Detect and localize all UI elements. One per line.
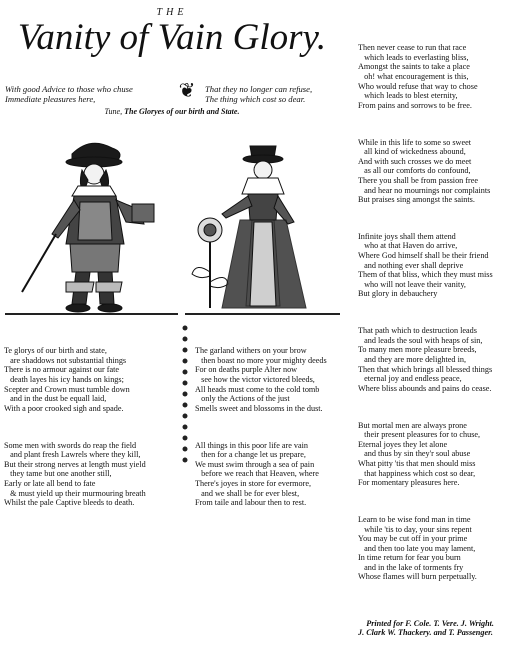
stanza-line: and they are more delighted in,: [358, 355, 466, 364]
stanza-line: and we shall be for ever blest,: [195, 488, 300, 498]
stanza: [358, 232, 518, 299]
stanza-line: But glory in debauchery: [358, 289, 438, 299]
stanza: [4, 346, 180, 413]
stanza-line: that happiness which cost so dear,: [358, 468, 476, 478]
stanza: [358, 326, 518, 393]
stanza-line: while 'tis to day, your sins repent: [358, 524, 472, 534]
stanza-line: From taile and labour then to rest.: [195, 498, 307, 508]
stanza-line: The garland withers on your brow: [195, 346, 307, 356]
stanza-line: and plant fresh Lawrels where they kill,: [4, 450, 141, 460]
stanza-line: Eternal joyes they let alone: [358, 439, 448, 449]
stanza-line: You may be cut off in your prime: [358, 534, 468, 544]
stanza-line: But their strong nerves at length must yield: [4, 459, 146, 469]
stanza-line: Whilst the pale Captive bleeds to death.: [4, 498, 135, 508]
stanza-line: Smells sweet and blossoms in the dust.: [195, 403, 323, 413]
rose-ornament: [192, 218, 228, 308]
tune-prefix: Tune,: [104, 107, 123, 116]
stanza-line: While in this life to some so sweet: [358, 137, 472, 147]
stanza-line: and leads the soul with heaps of sin,: [358, 335, 483, 345]
stanza-line: For on deaths purple Alter now: [195, 365, 298, 375]
column-right: [358, 24, 518, 657]
lady-figure: [222, 146, 306, 308]
stanza-line: who at that Haven do arrive,: [358, 241, 458, 251]
stanza-line: and thus by sin they'r soul abuse: [358, 449, 471, 459]
stanza-line: their present pleasures for to chuse,: [358, 430, 481, 440]
stanza-line: From pains and sorrows to be free.: [358, 100, 472, 110]
stanza: [358, 138, 518, 205]
stanza-line: For momentary pleasures here.: [358, 478, 460, 488]
stanza-line: all kind of wickedness abound,: [358, 147, 466, 157]
stanza-line: But mortal men are always prone: [358, 420, 467, 430]
stanza-line: before we reach that Heaven, where: [195, 469, 319, 479]
stanza-line: To many men more pleasure breeds,: [358, 345, 477, 355]
stanza-line: Who would refuse that way to chose: [358, 81, 478, 91]
stanza: [358, 515, 518, 582]
fleuron-icon: ❦: [178, 80, 196, 102]
stanza-line: All things in this poor life are vain: [195, 440, 309, 450]
stanza-line: and hear no mournings nor complaints: [358, 185, 491, 195]
stanza-line: eternal joy and endless peace,: [358, 374, 462, 384]
stanza: [195, 441, 345, 508]
stanza-line: And with such crosses we do meet: [358, 156, 472, 166]
stanza-line: then boast no more your mighty deeds: [195, 355, 327, 365]
stanza-line: We must swim through a sea of pain: [195, 459, 315, 469]
advice-right-line: The thing which cost so dear.: [205, 94, 306, 104]
tune-line: [0, 107, 344, 116]
stanza: [358, 421, 518, 488]
stanza-line: see how the victor victored bleeds,: [195, 374, 315, 384]
stanza-line: and nothing ever shall deprive: [358, 260, 464, 270]
stanza-line: who will not leave their vanity,: [358, 279, 466, 289]
advice-left: [5, 84, 165, 104]
advice-left-line: With good Advice to those who chuse: [5, 84, 133, 94]
stanza: [4, 441, 180, 508]
stanza-line: Then never cease to run that race: [358, 43, 467, 53]
stanza-line: Where God himself shall be their friend: [358, 251, 489, 261]
stanza-line: With a poor crooked sigh and spade.: [4, 403, 124, 413]
tune-name: The Gloryes of our birth and State.: [124, 107, 240, 116]
stanza-line: Then that which brings all blessed things: [358, 364, 493, 374]
imprint-line: Printed for F. Cole. T. Vere. J. Wright.: [366, 618, 494, 628]
stanza: [195, 346, 345, 413]
stanza-line: Where bliss abounds and pains do cease.: [358, 383, 492, 393]
imprint-line: J. Clark W. Thackery. and T. Passenger.: [358, 628, 493, 638]
stanza: [358, 43, 518, 110]
stanza-line: they tame but one another still,: [4, 469, 112, 479]
stanza-line: But praises sing amongst the saints.: [358, 195, 475, 205]
imprint: [358, 609, 518, 647]
stanza-line: Whose flames will burn perpetually.: [358, 572, 477, 582]
stanza-line: Some men with swords do reap the field: [4, 440, 137, 450]
stanza-line: Amongst the saints to take a place: [358, 62, 470, 72]
stanza-line: All heads must come to the cold tomb: [195, 384, 320, 394]
header-the: THE: [156, 7, 188, 18]
stanza-line: and in the lake of torments fry: [358, 562, 464, 572]
stanza-line: There is no armour against our fate: [4, 365, 120, 375]
woodcut-illustration: [0, 122, 344, 322]
stanza-line: Te glorys of our birth and state,: [4, 346, 107, 356]
stanza-line: which leads to everlasting bliss,: [358, 52, 469, 62]
stanza-line: Scepter and Crown must tumble down: [4, 384, 130, 394]
stanza-line: oh! what encouragement is this,: [358, 71, 469, 81]
stanza-line: & must yield up their murmouring breath: [4, 488, 146, 498]
advice-right-line: That they no longer can refuse,: [205, 84, 313, 94]
stanza-line: only the Actions of the just: [195, 394, 290, 404]
stanza-line: then for a change let us prepare,: [195, 450, 306, 460]
stanza-line: Early or late all bend to fate: [4, 478, 96, 488]
stanza-line: and then too late you may lament,: [358, 543, 476, 553]
stanza-line: Learn to be wise fond man in time: [358, 514, 471, 524]
stanza-line: and in the dust be equall laid,: [4, 394, 107, 404]
stanza-line: which leads to blest eternity,: [358, 91, 458, 101]
stanza-line: There you shall be from passion free: [358, 175, 479, 185]
page-title: Vanity of Vain Glory.: [17, 17, 327, 58]
stanza-line: What pitty 'tis that men should miss: [358, 458, 476, 468]
stanza-line: are shaddows not substantial things: [4, 355, 127, 365]
stanza-line: In time return for fear you burn: [358, 553, 461, 563]
cavalier-figure: [22, 143, 154, 312]
advice-right: [205, 84, 355, 104]
stanza-line: death layes his icy hands on kings;: [4, 374, 124, 384]
column-middle: [195, 327, 345, 525]
stanza-line: Them of that bliss, which they must miss: [358, 270, 493, 280]
advice-left-line: Immediate pleasures here,: [5, 94, 96, 104]
column-left: [4, 327, 180, 525]
stanza-line: as all our comforts do confound,: [358, 166, 471, 176]
stanza-line: There's joyes in store for evermore,: [195, 478, 312, 488]
stanza-line: That path which to destruction leads: [358, 326, 477, 336]
stanza-line: Infinite joys shall them attend: [358, 231, 456, 241]
ornament-divider: [181, 322, 189, 472]
